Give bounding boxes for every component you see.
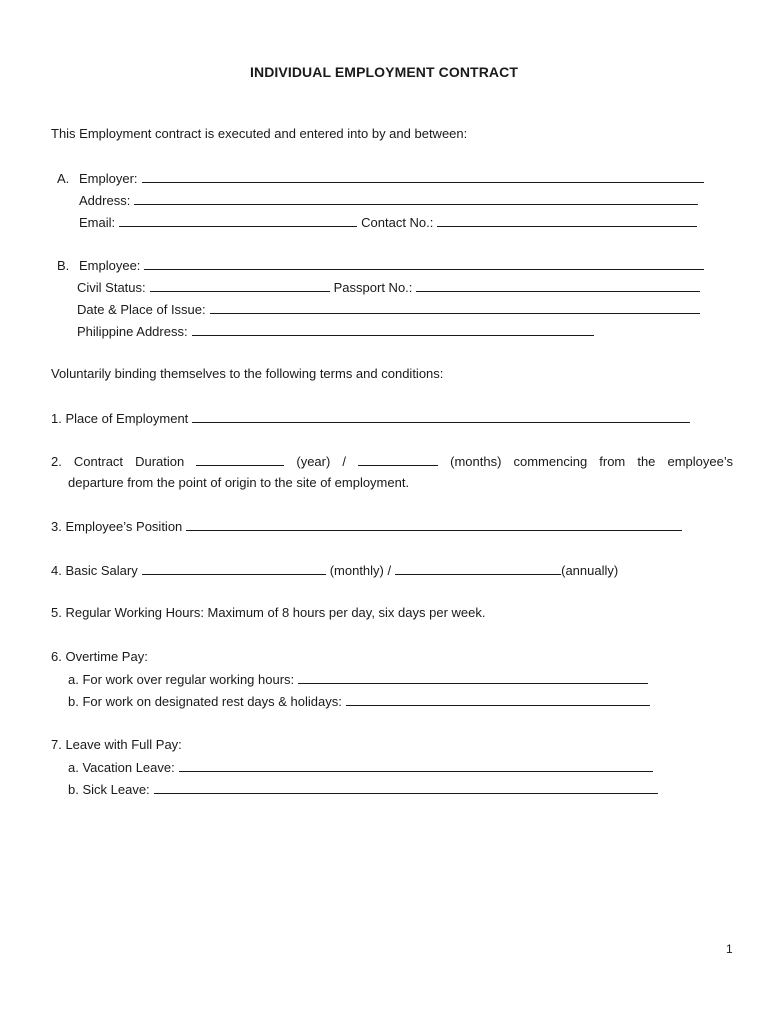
contact-field[interactable]	[437, 213, 697, 227]
term-6b-label: b. For work on designated rest days & holidays:	[68, 694, 342, 709]
date-place-field[interactable]	[210, 300, 700, 314]
term-6b-line	[68, 692, 654, 710]
date-place-label: Date & Place of Issue:	[77, 302, 206, 317]
intro-label: This Employment contract is executed and entered into by and between:	[51, 126, 468, 141]
monthly-salary-field[interactable]	[142, 561, 326, 575]
term-2-months: (months)	[450, 454, 502, 469]
term-2-year: (year)	[296, 454, 331, 469]
annual-salary-field[interactable]	[395, 561, 561, 575]
term-2-line	[51, 452, 733, 470]
employer-label: Employer:	[79, 171, 138, 186]
party-a-marker: A.	[57, 171, 70, 186]
term-7b-line	[68, 780, 662, 798]
term-2-word-from: from	[599, 454, 626, 469]
address-line	[79, 191, 702, 209]
term-7a-line	[68, 758, 657, 776]
intro-text	[51, 125, 467, 143]
term-6-line	[51, 648, 148, 666]
sick-leave-field[interactable]	[154, 780, 658, 794]
term-5-line	[51, 604, 485, 622]
term-2-word-duration: Duration	[135, 454, 185, 469]
overtime-holiday-field[interactable]	[346, 692, 650, 706]
employee-label: Employee:	[79, 258, 141, 273]
position-field[interactable]	[186, 517, 682, 531]
binding-label: Voluntarily binding themselves to the following terms and conditions:	[51, 366, 444, 381]
term-7-line	[51, 736, 182, 754]
term-2-word-commencing: commencing	[513, 454, 588, 469]
term-7b-label: b. Sick Leave:	[68, 782, 150, 797]
term-6a-label: a. For work over regular working hours:	[68, 672, 295, 687]
ph-address-line	[77, 322, 598, 340]
address-field[interactable]	[134, 191, 698, 205]
term-1-line	[51, 409, 694, 427]
overtime-regular-field[interactable]	[298, 670, 648, 684]
place-of-employment-field[interactable]	[192, 409, 690, 423]
passport-field[interactable]	[416, 278, 700, 292]
contact-label: Contact No.:	[361, 215, 434, 230]
ph-address-field[interactable]	[192, 322, 594, 336]
term-1-label: 1. Place of Employment	[51, 411, 189, 426]
duration-year-field[interactable]	[196, 452, 284, 466]
employee-line	[57, 256, 708, 274]
term-2-continuation: departure from the point of origin to the site of employment.	[68, 475, 410, 490]
employer-line	[57, 169, 708, 187]
term-7-label: 7. Leave with Full Pay:	[51, 737, 182, 752]
term-6a-line	[68, 670, 652, 688]
vacation-leave-field[interactable]	[179, 758, 653, 772]
term-2-line-2	[68, 474, 409, 492]
term-2-number: 2.	[51, 454, 62, 469]
term-5-label: 5. Regular Working Hours: Maximum of 8 hours per day, six days per week.	[51, 605, 486, 620]
page-number: 1	[726, 942, 733, 956]
date-place-line	[77, 300, 704, 318]
term-4-label: 4. Basic Salary	[51, 563, 138, 578]
term-7a-label: a. Vacation Leave:	[68, 760, 175, 775]
email-contact-line	[79, 213, 701, 231]
email-label: Email:	[79, 215, 116, 230]
term-2-word-contract: Contract	[73, 454, 124, 469]
term-4-monthly: (monthly) /	[329, 563, 392, 578]
party-b-marker: B.	[57, 258, 70, 273]
document-title: INDIVIDUAL EMPLOYMENT CONTRACT	[250, 64, 518, 80]
term-2-word-the: the	[637, 454, 656, 469]
address-label: Address:	[79, 193, 131, 208]
term-2-word-employees: employee’s	[667, 454, 733, 469]
term-2-slash: /	[342, 454, 347, 469]
email-field[interactable]	[119, 213, 357, 227]
civil-passport-line	[77, 278, 704, 296]
civil-status-label: Civil Status:	[77, 280, 146, 295]
duration-months-field[interactable]	[358, 452, 438, 466]
ph-address-label: Philippine Address:	[77, 324, 188, 339]
term-6-label: 6. Overtime Pay:	[51, 649, 148, 664]
civil-status-field[interactable]	[150, 278, 330, 292]
passport-label: Passport No.:	[333, 280, 413, 295]
binding-text	[51, 365, 443, 383]
term-4-annually: (annually)	[561, 563, 619, 578]
term-3-line	[51, 517, 686, 535]
employer-field[interactable]	[142, 169, 704, 183]
term-4-line	[51, 561, 618, 579]
employee-field[interactable]	[144, 256, 704, 270]
term-3-label: 3. Employee’s Position	[51, 519, 183, 534]
